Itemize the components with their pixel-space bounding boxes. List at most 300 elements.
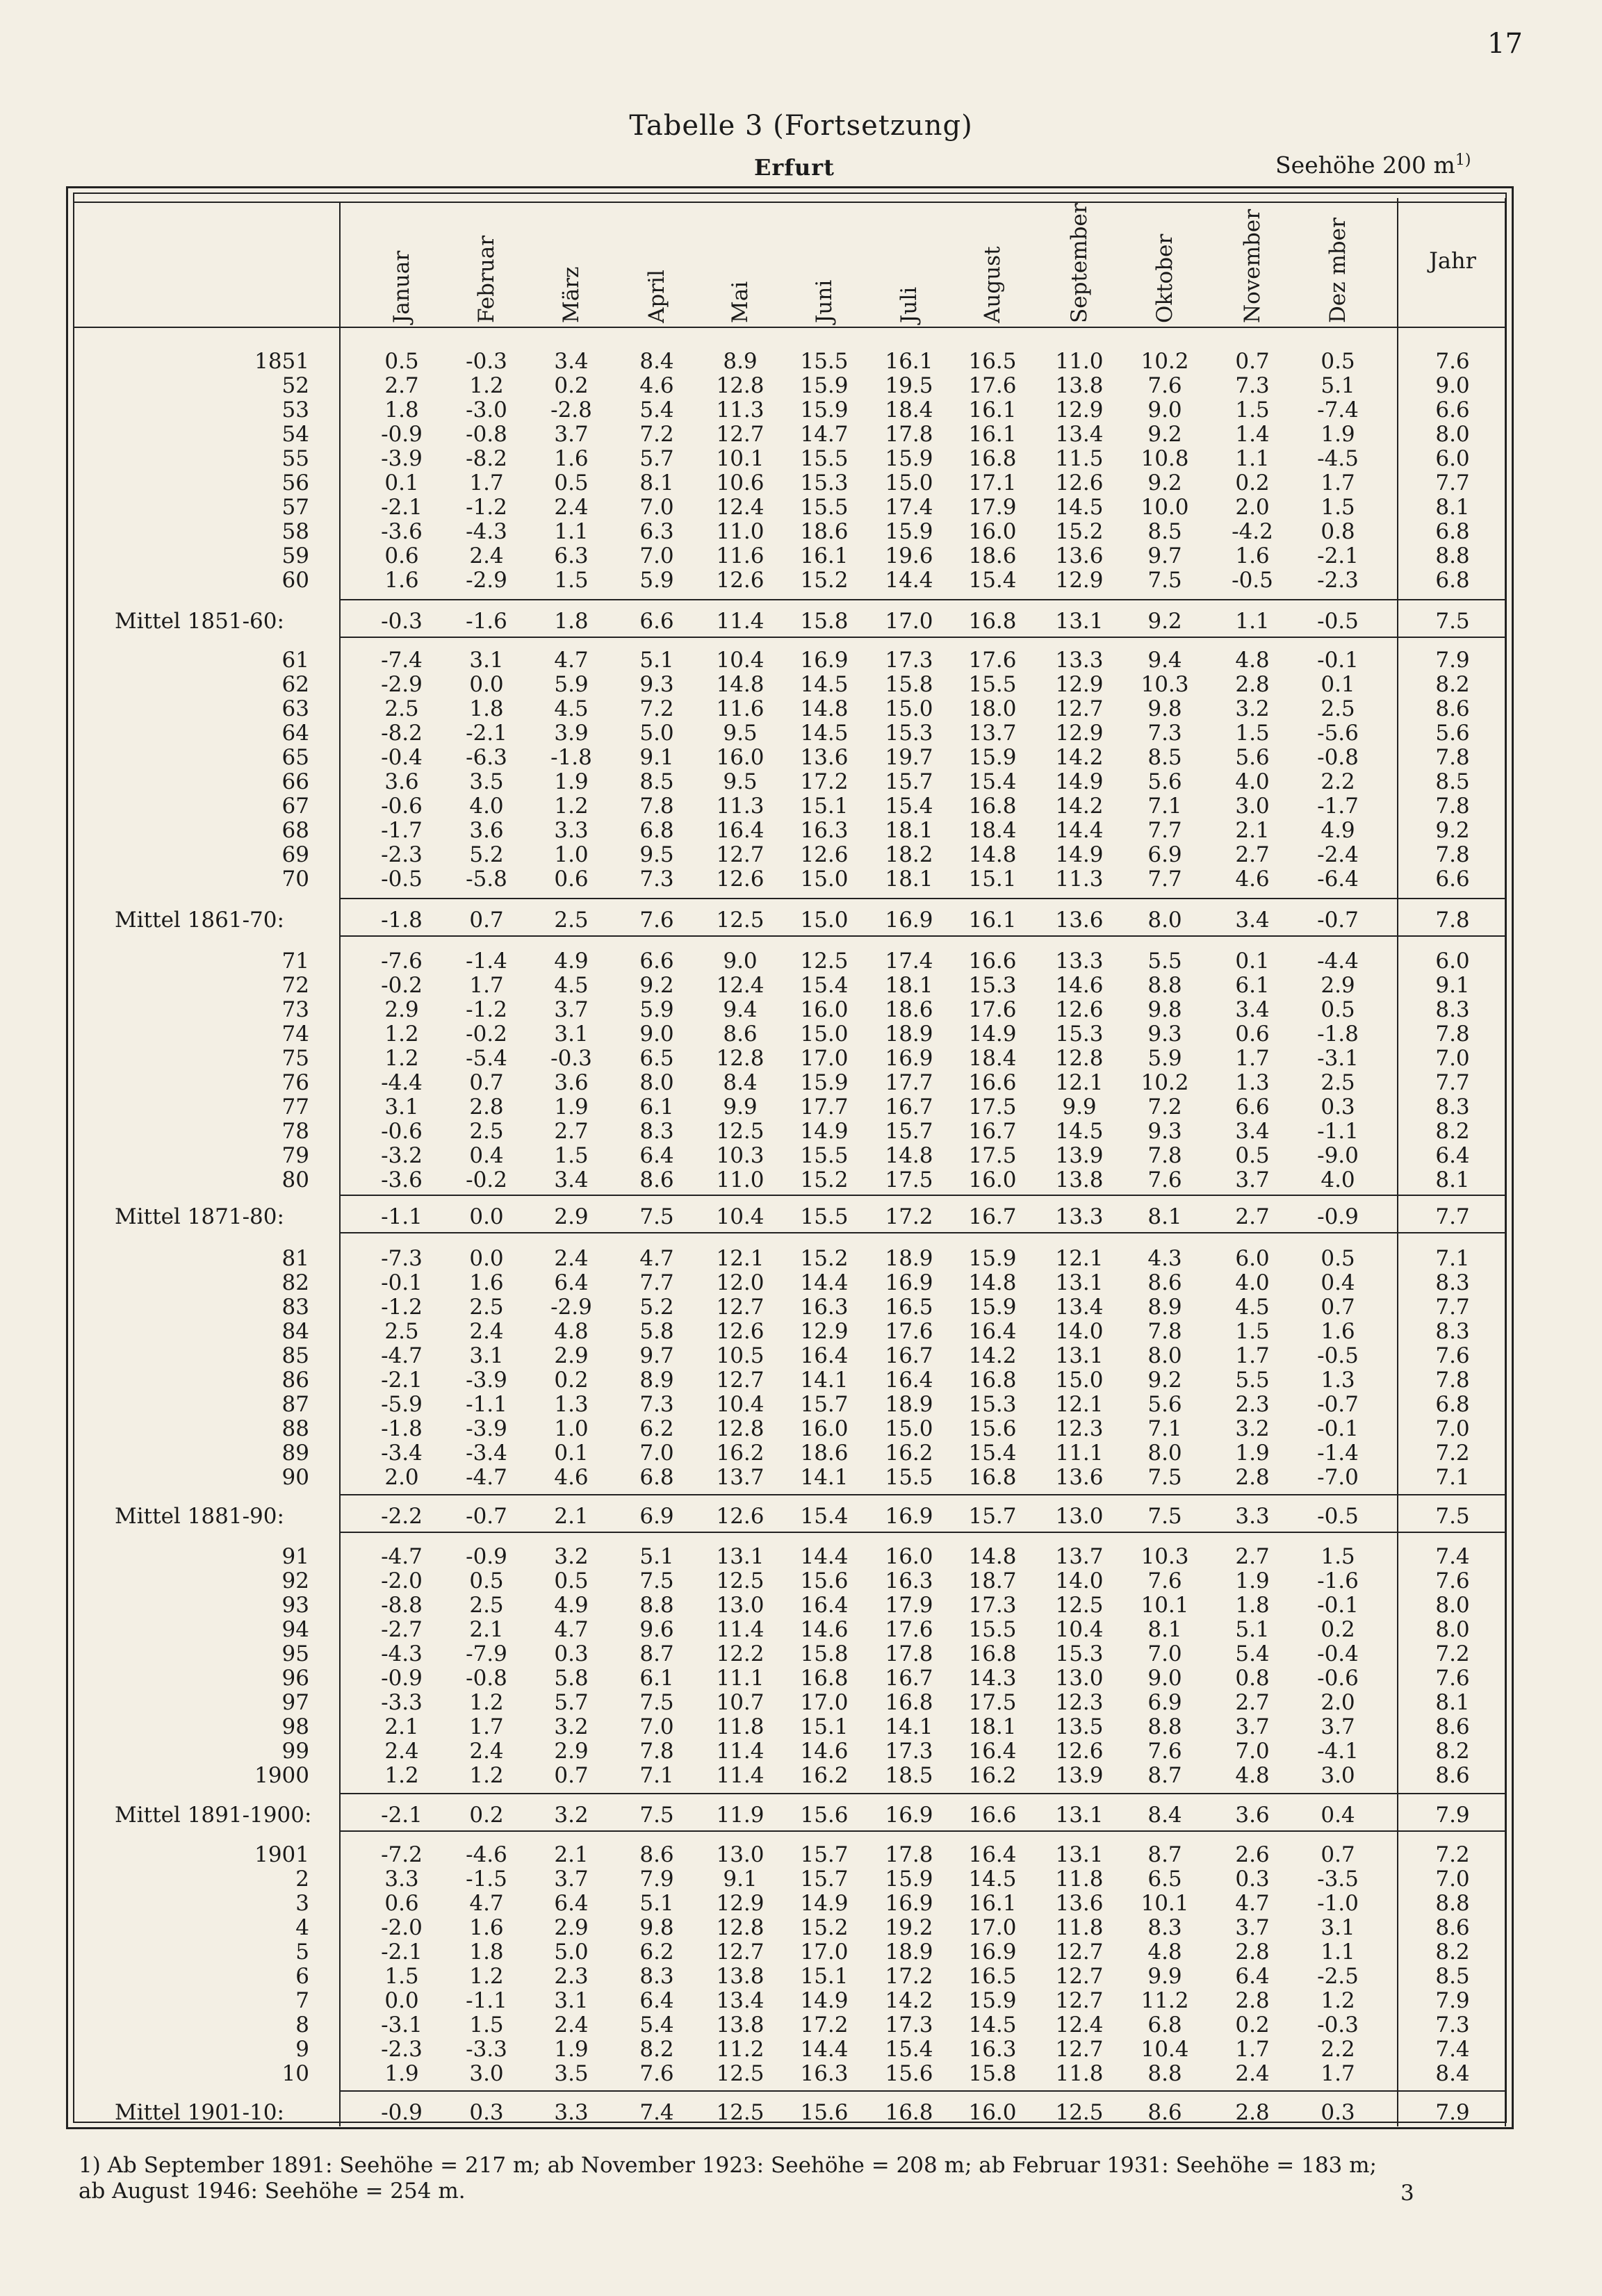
row-year: 7 (295, 1988, 309, 2013)
cell-value: 15.3 (968, 1392, 1017, 1417)
cell-value: 2.8 (1235, 1988, 1270, 2013)
table-row (0, 1891, 1602, 1916)
table-row (0, 422, 1602, 447)
table-row (0, 1392, 1602, 1417)
cell-value: -8.8 (381, 1593, 423, 1618)
row-year: 86 (281, 1368, 309, 1393)
cell-jahr: 8.3 (1435, 997, 1470, 1022)
cell-value: 7.6 (1147, 1568, 1182, 1593)
cell-value: 2.3 (554, 1964, 589, 1989)
table-row (0, 1593, 1602, 1618)
cell-value: 16.0 (968, 1167, 1017, 1192)
cell-value: 16.4 (716, 818, 765, 843)
cell-value: 17.6 (968, 997, 1017, 1022)
column-rule (339, 202, 341, 2126)
cell-value: -3.2 (381, 1143, 423, 1168)
cell-value: 1.6 (469, 1270, 504, 1295)
cell-value: -0.3 (1317, 2012, 1359, 2037)
cell-value: 12.8 (1055, 1046, 1104, 1071)
cell-value: 1.2 (469, 373, 504, 398)
cell-jahr: 7.4 (1435, 2037, 1470, 2062)
cell-value: 17.0 (800, 1690, 849, 1715)
cell-value: 11.8 (1055, 2061, 1104, 2086)
cell-jahr: 6.8 (1435, 519, 1470, 544)
cell-value: 17.7 (800, 1094, 849, 1120)
cell-value: 15.5 (800, 349, 849, 374)
cell-value: 11.6 (716, 543, 765, 568)
cell-value: 14.2 (1055, 745, 1104, 770)
cell-value: 3.2 (554, 1714, 589, 1739)
cell-value: 19.6 (885, 543, 933, 568)
table-row (0, 568, 1602, 593)
cell-value: 12.9 (1055, 568, 1104, 593)
cell-value: 3.2 (1235, 696, 1270, 721)
cell-value: 17.7 (885, 1070, 933, 1095)
mittel-value: -0.5 (1317, 609, 1359, 634)
cell-value: 4.8 (1147, 1940, 1182, 1965)
cell-value: -0.6 (381, 1119, 423, 1144)
header-top-rule (73, 202, 1507, 203)
cell-value: 3.1 (554, 1988, 589, 2013)
cell-value: 8.5 (639, 769, 674, 794)
row-year: 52 (281, 373, 309, 398)
cell-value: 4.5 (554, 973, 589, 998)
cell-value: -4.6 (466, 1842, 507, 1867)
cell-value: -0.2 (466, 1022, 507, 1047)
column-header-month: August (980, 246, 1005, 323)
cell-value: 12.8 (716, 1046, 765, 1071)
cell-value: 0.4 (469, 1143, 504, 1168)
cell-value: 0.4 (1321, 1270, 1355, 1295)
cell-jahr: 7.6 (1435, 349, 1470, 374)
cell-value: 0.5 (1321, 349, 1355, 374)
cell-value: 2.1 (469, 1617, 504, 1642)
cell-value: 12.5 (1055, 1593, 1104, 1618)
cell-value: -3.9 (466, 1368, 507, 1393)
row-year: 78 (281, 1119, 309, 1144)
cell-jahr: 7.9 (1435, 648, 1470, 673)
cell-jahr: 8.8 (1435, 543, 1470, 568)
cell-value: 5.9 (639, 997, 674, 1022)
cell-value: 8.1 (1147, 1617, 1182, 1642)
cell-value: -0.1 (1317, 648, 1359, 673)
mittel-value: 0.2 (469, 1803, 504, 1828)
mittel-bottom-rule (339, 935, 1397, 937)
table-row (0, 470, 1602, 495)
row-year: 1901 (254, 1842, 309, 1867)
cell-value: 8.2 (639, 2037, 674, 2062)
cell-value: -1.7 (381, 818, 423, 843)
cell-value: 11.4 (716, 1739, 765, 1764)
row-year: 90 (281, 1465, 309, 1490)
row-year: 71 (281, 949, 309, 974)
cell-value: 18.6 (968, 543, 1017, 568)
cell-value: 16.1 (968, 397, 1017, 423)
cell-jahr: 8.3 (1435, 1270, 1470, 1295)
cell-value: 12.8 (716, 1915, 765, 1940)
cell-value: 10.4 (1055, 1617, 1104, 1642)
cell-value: 4.7 (469, 1891, 504, 1916)
row-year: 80 (281, 1167, 309, 1192)
cell-jahr: 7.8 (1435, 1368, 1470, 1393)
cell-jahr: 8.0 (1435, 1617, 1470, 1642)
cell-value: 1.9 (384, 2061, 419, 2086)
cell-value: 9.8 (1147, 997, 1182, 1022)
cell-value: -2.0 (381, 1915, 423, 1940)
cell-value: 2.9 (554, 1739, 589, 1764)
cell-value: 16.8 (885, 1690, 933, 1715)
cell-value: 17.3 (885, 1739, 933, 1764)
cell-value: 2.9 (1321, 973, 1355, 998)
mittel-value: 2.1 (554, 1504, 589, 1529)
cell-value: 17.6 (968, 648, 1017, 673)
cell-value: 10.1 (716, 446, 765, 471)
table-row (0, 2037, 1602, 2062)
mittel-value: 15.8 (800, 609, 849, 634)
cell-jahr: 8.6 (1435, 696, 1470, 721)
cell-value: -1.1 (466, 1988, 507, 2013)
cell-value: 15.3 (1055, 1022, 1104, 1047)
cell-value: 12.7 (1055, 696, 1104, 721)
cell-value: 13.7 (1055, 1544, 1104, 1569)
mittel-value: 13.6 (1055, 908, 1104, 933)
cell-value: 12.6 (1055, 997, 1104, 1022)
mittel-value: 16.8 (968, 609, 1017, 634)
cell-value: 17.8 (885, 422, 933, 447)
cell-value: 14.6 (1055, 973, 1104, 998)
cell-value: 1.9 (1321, 422, 1355, 447)
cell-value: 18.9 (885, 1246, 933, 1271)
cell-value: 1.6 (554, 446, 589, 471)
cell-value: -0.8 (1317, 745, 1359, 770)
cell-value: 3.0 (1321, 1763, 1355, 1788)
cell-value: 6.8 (1147, 2012, 1182, 2037)
cell-value: -5.9 (381, 1392, 423, 1417)
cell-value: 5.7 (639, 446, 674, 471)
cell-value: 1.1 (1235, 446, 1270, 471)
mittel-value: 16.9 (885, 1504, 933, 1529)
cell-value: 15.7 (800, 1842, 849, 1867)
cell-value: 0.1 (1235, 949, 1270, 974)
cell-value: 6.3 (554, 543, 589, 568)
cell-value: 7.5 (1147, 1465, 1182, 1490)
cell-value: 15.6 (968, 1416, 1017, 1441)
cell-value: 1.7 (469, 973, 504, 998)
cell-value: -2.1 (381, 495, 423, 520)
cell-value: 0.2 (1235, 470, 1270, 495)
cell-value: 4.0 (1235, 1270, 1270, 1295)
cell-value: 16.9 (800, 648, 849, 673)
cell-value: 14.8 (885, 1143, 933, 1168)
mittel-row (0, 2100, 1602, 2125)
cell-value: 15.0 (800, 867, 849, 892)
cell-value: 15.6 (800, 1568, 849, 1593)
cell-value: 9.3 (1147, 1022, 1182, 1047)
cell-value: 15.4 (968, 568, 1017, 593)
mittel-row (0, 609, 1602, 634)
cell-value: 0.6 (1235, 1022, 1270, 1047)
cell-value: -0.9 (381, 1666, 423, 1691)
cell-value: 10.8 (1141, 446, 1189, 471)
cell-value: 8.6 (639, 1167, 674, 1192)
cell-value: 9.9 (1062, 1094, 1097, 1120)
cell-value: 15.9 (968, 1246, 1017, 1271)
cell-value: 1.9 (554, 2037, 589, 2062)
row-year: 72 (281, 973, 309, 998)
cell-jahr: 6.0 (1435, 949, 1470, 974)
cell-value: 10.3 (716, 1143, 765, 1168)
cell-value: 3.7 (1235, 1714, 1270, 1739)
cell-value: -2.0 (381, 1568, 423, 1593)
row-year: 8 (295, 2012, 309, 2037)
mittel-top-rule (339, 599, 1397, 600)
cell-value: 3.4 (1235, 1119, 1270, 1144)
table-row (0, 1343, 1602, 1368)
row-year: 98 (281, 1714, 309, 1739)
cell-jahr: 8.2 (1435, 672, 1470, 697)
cell-value: 15.2 (800, 1167, 849, 1192)
cell-value: 2.4 (554, 1246, 589, 1271)
cell-value: 15.3 (968, 973, 1017, 998)
cell-value: 3.7 (1235, 1167, 1270, 1192)
cell-value: 15.4 (885, 794, 933, 819)
cell-value: 3.6 (554, 1070, 589, 1095)
column-header-month: November (1240, 208, 1265, 323)
cell-value: 2.9 (384, 997, 419, 1022)
cell-value: 8.9 (1147, 1295, 1182, 1320)
mittel-top-rule (339, 1195, 1397, 1196)
mittel-top-rule (1397, 1494, 1505, 1495)
cell-jahr: 8.8 (1435, 1891, 1470, 1916)
cell-value: 0.7 (1321, 1295, 1355, 1320)
cell-value: 5.7 (554, 1690, 589, 1715)
cell-value: 14.0 (1055, 1568, 1104, 1593)
cell-jahr: 7.9 (1435, 1988, 1470, 2013)
cell-value: 18.6 (800, 519, 849, 544)
cell-value: 2.3 (1235, 1392, 1270, 1417)
cell-value: 12.3 (1055, 1690, 1104, 1715)
cell-value: 9.2 (1147, 470, 1182, 495)
cell-jahr: 5.6 (1435, 721, 1470, 746)
cell-value: 1.2 (469, 1964, 504, 1989)
cell-value: 8.5 (1147, 519, 1182, 544)
cell-jahr: 8.3 (1435, 1319, 1470, 1344)
cell-value: 0.7 (469, 1070, 504, 1095)
mittel-bottom-rule (1397, 2128, 1505, 2129)
table-row (0, 1915, 1602, 1940)
cell-value: 16.7 (885, 1343, 933, 1368)
cell-value: 8.8 (1147, 973, 1182, 998)
cell-value: 8.1 (639, 470, 674, 495)
cell-value: 14.3 (968, 1666, 1017, 1691)
mittel-bottom-rule (1397, 637, 1505, 638)
cell-value: 9.2 (639, 973, 674, 998)
row-year: 60 (281, 568, 309, 593)
cell-value: 1.7 (1235, 1046, 1270, 1071)
cell-value: 1.8 (469, 696, 504, 721)
cell-value: 7.0 (639, 1441, 674, 1466)
row-year: 81 (281, 1246, 309, 1271)
cell-value: 14.8 (968, 1270, 1017, 1295)
cell-value: 2.7 (1235, 1690, 1270, 1715)
cell-value: -2.5 (1317, 1964, 1359, 1989)
cell-value: -4.7 (381, 1544, 423, 1569)
cell-value: 0.3 (1321, 1094, 1355, 1120)
cell-value: -1.7 (1317, 794, 1359, 819)
cell-value: 4.0 (1321, 1167, 1355, 1192)
cell-value: 15.4 (885, 2037, 933, 2062)
cell-value: 6.1 (639, 1094, 674, 1120)
cell-value: 17.0 (800, 1046, 849, 1071)
mittel-value: -0.7 (466, 1504, 507, 1529)
cell-jahr: 7.7 (1435, 1070, 1470, 1095)
cell-value: 13.0 (1055, 1666, 1104, 1691)
cell-value: 7.2 (1147, 1094, 1182, 1120)
cell-value: -3.3 (466, 2037, 507, 2062)
cell-value: 0.2 (1321, 1617, 1355, 1642)
cell-value: 2.4 (469, 1319, 504, 1344)
cell-value: 7.1 (639, 1763, 674, 1788)
mittel-value: 1.1 (1235, 609, 1270, 634)
cell-value: 1.6 (469, 1915, 504, 1940)
cell-value: 1.1 (1321, 1940, 1355, 1965)
cell-value: 16.9 (968, 1940, 1017, 1965)
cell-value: 13.7 (716, 1465, 765, 1490)
cell-value: 1.6 (1235, 543, 1270, 568)
cell-value: 7.3 (1235, 373, 1270, 398)
cell-value: 15.5 (968, 672, 1017, 697)
cell-value: 1.7 (469, 1714, 504, 1739)
mittel-bottom-rule (339, 1830, 1397, 1832)
cell-value: 2.5 (469, 1295, 504, 1320)
cell-value: 18.4 (968, 818, 1017, 843)
mittel-value: 16.1 (968, 908, 1017, 933)
cell-value: 12.7 (716, 1368, 765, 1393)
cell-value: -7.2 (381, 1842, 423, 1867)
cell-jahr: 9.2 (1435, 818, 1470, 843)
cell-value: 2.0 (384, 1465, 419, 1490)
table-row (0, 1763, 1602, 1788)
cell-value: 6.1 (1235, 973, 1270, 998)
cell-value: 6.4 (639, 1988, 674, 2013)
cell-value: 7.7 (1147, 867, 1182, 892)
page-number: 17 (1487, 28, 1523, 60)
row-year: 67 (281, 794, 309, 819)
cell-jahr: 7.7 (1435, 470, 1470, 495)
cell-value: 19.7 (885, 745, 933, 770)
row-year: 85 (281, 1343, 309, 1368)
cell-value: 1.2 (469, 1763, 504, 1788)
cell-value: 3.2 (1235, 1416, 1270, 1441)
cell-value: 16.4 (800, 1343, 849, 1368)
row-year: 55 (281, 446, 309, 471)
cell-jahr: 7.8 (1435, 1022, 1470, 1047)
cell-value: 8.8 (1147, 2061, 1182, 2086)
row-year: 62 (281, 672, 309, 697)
table-row (0, 2061, 1602, 2086)
cell-value: 9.0 (723, 949, 758, 974)
cell-value: -3.1 (381, 2012, 423, 2037)
table-row (0, 1964, 1602, 1989)
cell-value: 7.6 (1147, 1167, 1182, 1192)
cell-jahr: 7.3 (1435, 2012, 1470, 2037)
cell-value: 4.8 (554, 1319, 589, 1344)
mittel-value: 16.0 (968, 2100, 1017, 2125)
cell-value: -5.8 (466, 867, 507, 892)
cell-value: 12.9 (716, 1891, 765, 1916)
cell-value: 19.2 (885, 1915, 933, 1940)
cell-value: 4.6 (554, 1465, 589, 1490)
cell-value: 5.5 (1147, 949, 1182, 974)
cell-value: 1.7 (1321, 470, 1355, 495)
cell-value: 12.6 (716, 568, 765, 593)
mittel-top-rule (1397, 1195, 1505, 1196)
cell-value: -1.8 (1317, 1022, 1359, 1047)
cell-value: 15.5 (800, 495, 849, 520)
mittel-jahr: 7.5 (1435, 609, 1470, 634)
cell-value: 3.4 (1235, 997, 1270, 1022)
mittel-value: 7.5 (639, 1204, 674, 1229)
cell-value: 14.8 (968, 842, 1017, 867)
cell-value: 3.1 (554, 1022, 589, 1047)
cell-value: 13.1 (1055, 1842, 1104, 1867)
cell-value: 4.9 (554, 949, 589, 974)
cell-value: 12.7 (1055, 1964, 1104, 1989)
cell-value: -2.9 (381, 672, 423, 697)
cell-value: 7.1 (1147, 1416, 1182, 1441)
cell-value: 12.7 (716, 842, 765, 867)
cell-value: -1.1 (1317, 1119, 1359, 1144)
cell-value: 2.8 (469, 1094, 504, 1120)
cell-jahr: 8.5 (1435, 1964, 1470, 1989)
cell-value: 15.9 (968, 745, 1017, 770)
cell-value: 2.8 (1235, 1940, 1270, 1965)
row-year: 2 (295, 1867, 309, 1892)
mittel-value: 11.4 (716, 609, 765, 634)
cell-value: 1.7 (469, 470, 504, 495)
table-row (0, 1295, 1602, 1320)
mittel-value: 7.5 (1147, 1504, 1182, 1529)
cell-value: 8.7 (1147, 1763, 1182, 1788)
table-row (0, 949, 1602, 974)
mittel-value: 17.0 (885, 609, 933, 634)
row-year: 93 (281, 1593, 309, 1618)
table-row (0, 1094, 1602, 1120)
cell-value: 1.5 (1321, 495, 1355, 520)
cell-value: -3.6 (381, 519, 423, 544)
cell-value: 5.9 (554, 672, 589, 697)
row-year: 77 (281, 1094, 309, 1120)
cell-value: 16.3 (968, 2037, 1017, 2062)
cell-value: 17.8 (885, 1842, 933, 1867)
cell-value: 14.8 (716, 672, 765, 697)
cell-value: 12.4 (1055, 2012, 1104, 2037)
row-year: 63 (281, 696, 309, 721)
cell-value: 8.0 (1147, 1441, 1182, 1466)
mittel-top-rule (1397, 599, 1505, 600)
cell-value: 12.9 (1055, 721, 1104, 746)
column-header-month: Mai (728, 281, 753, 323)
table-row (0, 519, 1602, 544)
cell-value: 7.7 (639, 1270, 674, 1295)
cell-jahr: 8.0 (1435, 422, 1470, 447)
cell-value: 7.5 (639, 1568, 674, 1593)
cell-value: 1.0 (554, 1416, 589, 1441)
cell-value: 17.6 (885, 1617, 933, 1642)
mittel-top-rule (1397, 898, 1505, 899)
cell-value: 13.1 (1055, 1343, 1104, 1368)
cell-value: 8.9 (639, 1368, 674, 1393)
